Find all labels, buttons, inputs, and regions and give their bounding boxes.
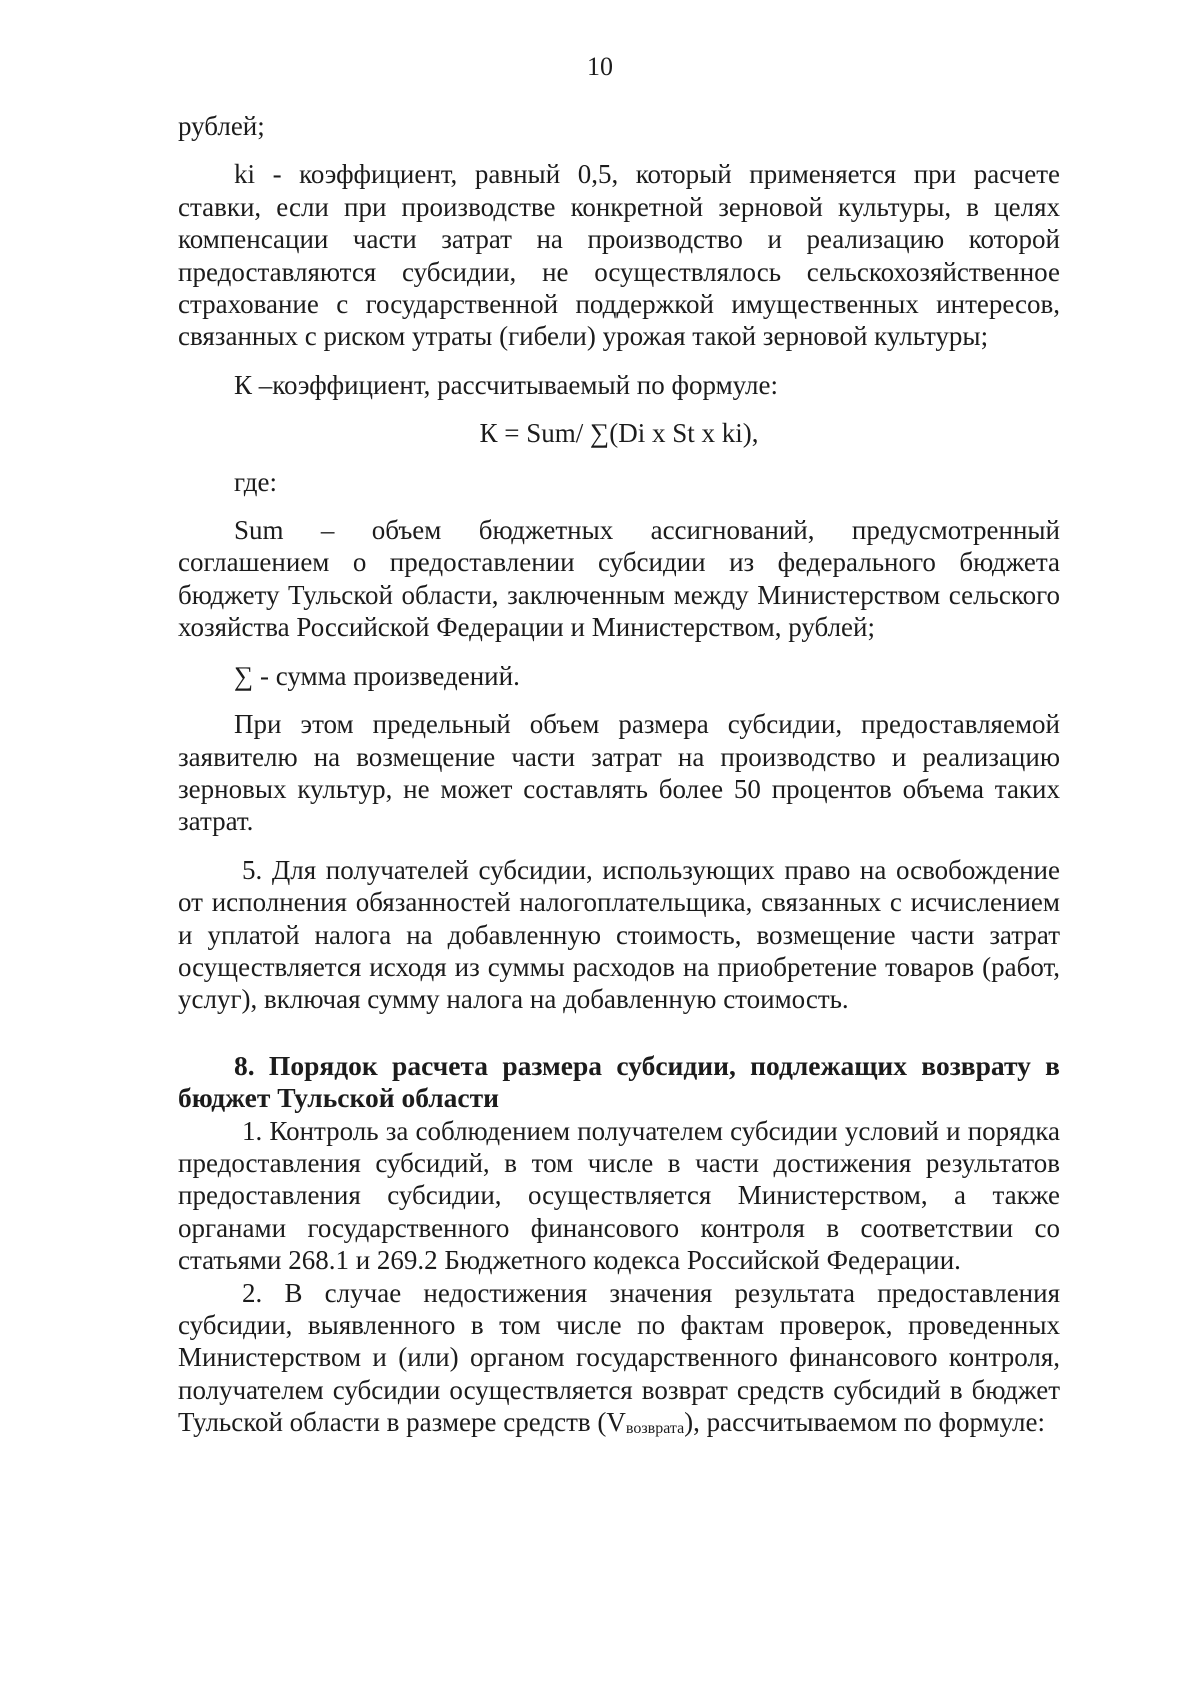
v-return-subscript: возврата bbox=[625, 1420, 685, 1438]
section-8-heading: 8. Порядок расчета размера субсидии, подлежащих возврату в бюджет Тульской области bbox=[178, 1049, 1060, 1114]
k-coefficient-definition: К –коэффициент, рассчитываемый по формуле: bbox=[234, 369, 778, 400]
section-8-item-1: 1. Контроль за соблюдением получателем субсидии условий и порядка предоставления субсидий, в том числе в части достижения результатов предоставления субсидии, осуществляется Министерством, а также органами государственного финансового контроля в соответствии со статьями 268.1 и 269.2 Бюджетного кодекса Российской Федерации. bbox=[178, 1115, 1060, 1276]
sum-definition-paragraph: Sum – объем бюджетных ассигнований, предусмотренный соглашением о предоставлении субсидии из федерального бюджета бюджету Тульской области, заключенным между Министерством сельского хозяйства Российской Федерации и Министерством, рублей; bbox=[178, 515, 1060, 643]
sigma-definition: ∑ - сумма произведений. bbox=[234, 660, 520, 691]
where-label: где: bbox=[234, 466, 277, 497]
section-8-item-2-tail: ), рассчитываемом по формуле: bbox=[684, 1407, 1045, 1438]
document-body bbox=[178, 110, 1060, 1446]
subsidy-limit-paragraph: При этом предельный объем размера субсидии, предоставляемой заявителю на возмещение части затрат на производство и реализацию зерновых культур, не может составлять более 50 процентов объема таких затрат. bbox=[178, 709, 1060, 837]
ki-coefficient-paragraph: ki - коэффициент, равный 0,5, который применяется при расчете ставки, если при производстве конкретной зерновой культуры, в целях компенсации части затрат на производство и реализацию которой предоставляются субсидии, не осуществлялось сельскохозяйственное страхование с государственной поддержкой имущественных интересов, связанных с риском утраты (гибели) урожая такой зерновой культуры; bbox=[178, 159, 1060, 352]
k-formula: К = Sum/ ∑(Di x St x ki), bbox=[479, 418, 759, 449]
item-5-paragraph: 5. Для получателей субсидии, использующих право на освобождение от исполнения обязанностей налогоплательщика, связанных с исчислением и уплатой налога на добавленную стоимость, возмещение части затрат осуществляется исходя из суммы расходов на приобретение товаров (работ, услуг), включая сумму налога на добавленную стоимость. bbox=[178, 854, 1060, 1015]
page-number: 10 bbox=[587, 52, 613, 81]
section-8-item-2-text: 2. В случае недостижения значения результата предоставления субсидии, выявленного в том числе по фактам проверок, проведенных Министерством и (или) органом государственного финансового контроля, получателем субсидии осуществляется возврат средств субсидий в бюджет Тульской области в размере средств (V bbox=[178, 1277, 1060, 1438]
section-8-item-2 bbox=[178, 1277, 1060, 1446]
line-rubley: рублей; bbox=[178, 111, 265, 141]
